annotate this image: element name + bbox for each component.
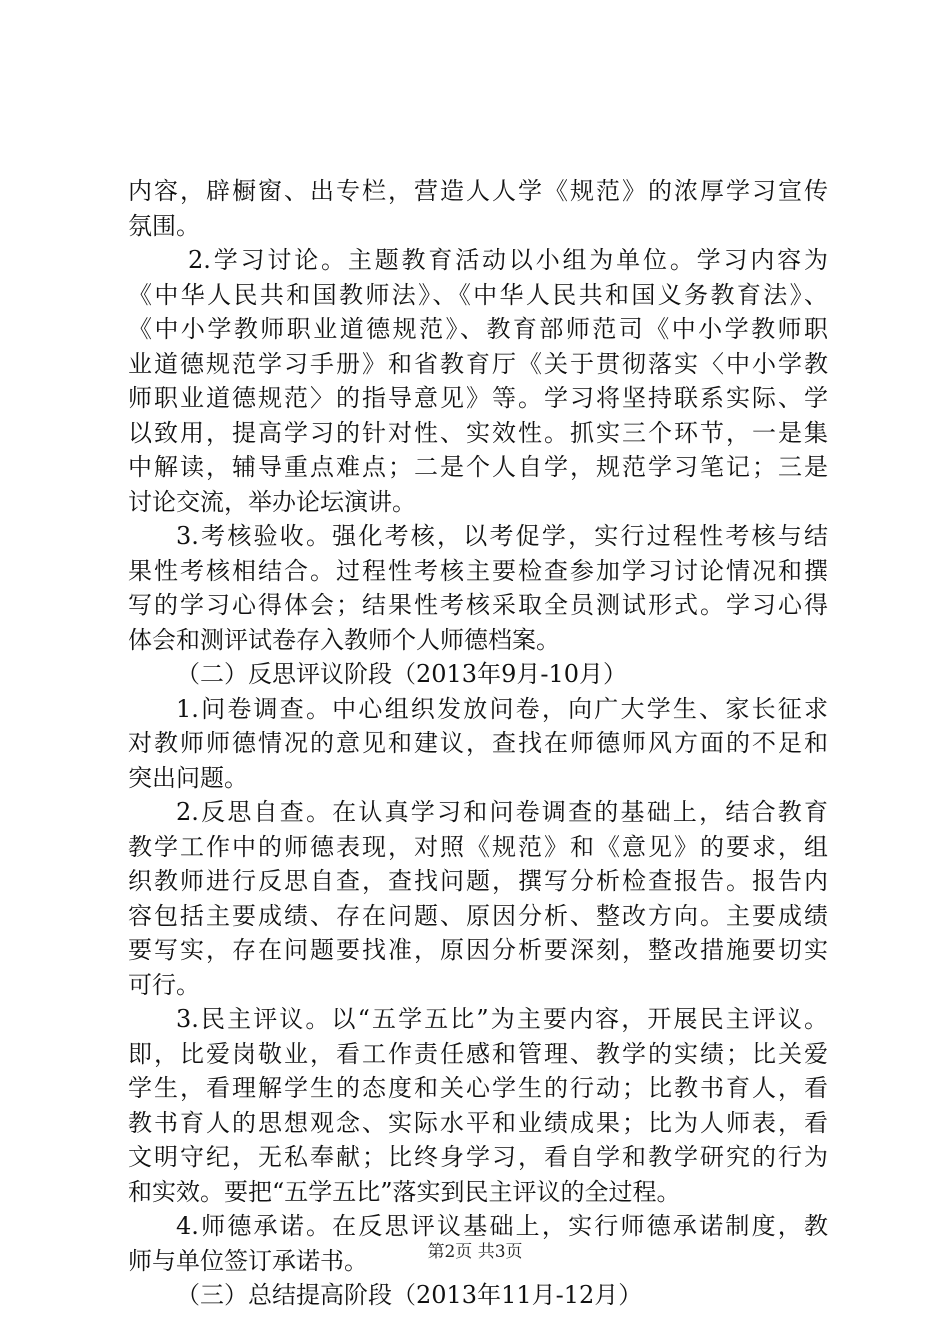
paragraph-line: 果性考核相结合。过程性考核主要检查参加学习讨论情况和撰 <box>128 556 828 585</box>
paragraph-line: 《中华人民共和国教师法》、《中华人民共和国义务教育法》、 <box>128 280 828 309</box>
paragraph-line: 容包括主要成绩、存在问题、原因分析、整改方向。主要成绩 <box>128 901 828 930</box>
paragraph-line: 文明守纪，无私奉献；比终身学习，看自学和教学研究的行为 <box>128 1143 828 1171</box>
paragraph-line: 体会和测评试卷存入教师个人师德档案。 <box>128 625 560 654</box>
paragraph-line: 业道德规范学习手册》和省教育厅《关于贯彻落实〈中小学教 <box>128 349 828 378</box>
paragraph-line: 以致用，提高学习的针对性、实效性。抓实三个环节，一是集 <box>128 418 828 447</box>
paragraph-line: 讨论交流，举办论坛演讲。 <box>128 487 416 516</box>
paragraph-line: 学生，看理解学生的态度和关心学生的行动；比教书育人，看 <box>128 1074 828 1102</box>
paragraph-line: 即，比爱岗敬业，看工作责任感和管理、教学的实绩；比关爱 <box>128 1039 828 1068</box>
paragraph-line: 要写实，存在问题要找准，原因分析要深刻，整改措施要切实 <box>128 936 828 964</box>
paragraph-line: 1.问卷调查。中心组织发放问卷，向广大学生、家长征求 <box>176 694 828 723</box>
paragraph-line: 织教师进行反思自查，查找问题，撰写分析检查报告。报告内 <box>128 867 828 895</box>
document-body <box>128 174 828 1313</box>
paragraph-line: （三）总结提高阶段（2013年11月-12月） <box>176 1281 643 1309</box>
paragraph-line: 《中小学教师职业道德规范》、教育部师范司《中小学教师职 <box>128 315 828 343</box>
paragraph-line: （二）反思评议阶段（2013年9月-10月） <box>176 660 627 688</box>
paragraph-line: 对教师师德情况的意见和建议，查找在师德师风方面的不足和 <box>128 729 828 757</box>
paragraph-line: 3.民主评议。以“五学五比”为主要内容，开展民主评议。 <box>176 1005 828 1033</box>
paragraph-line: 可行。 <box>128 970 200 999</box>
paragraph-line: 教书育人的思想观念、实际水平和业绩成果；比为人师表，看 <box>128 1108 828 1137</box>
paragraph-line: 氛围。 <box>128 211 200 240</box>
paragraph-line: 2.反思自查。在认真学习和问卷调查的基础上，结合教育 <box>176 798 828 826</box>
paragraph-line: 写的学习心得体会；结果性考核采取全员测试形式。学习心得 <box>128 591 828 619</box>
paragraph-line: 3.考核验收。强化考核，以考促学，实行过程性考核与结 <box>176 522 828 550</box>
paragraph-line: 师与单位签订承诺书。 <box>128 1246 368 1275</box>
paragraph-line: 内容，辟橱窗、出专栏，营造人人学《规范》的浓厚学习宣传 <box>128 177 828 205</box>
paragraph-line: 教学工作中的师德表现，对照《规范》和《意见》的要求，组 <box>128 832 828 861</box>
paragraph-line: 中解读，辅导重点难点；二是个人自学，规范学习笔记；三是 <box>128 453 828 481</box>
paragraph-line: 4.师德承诺。在反思评议基础上，实行师德承诺制度，教 <box>176 1212 828 1240</box>
page-footer: 第2页 共3页 <box>427 1242 523 1262</box>
paragraph-line: 师职业道德规范〉的指导意见》等。学习将坚持联系实际、学 <box>128 384 828 412</box>
paragraph-line: 和实效。要把“五学五比”落实到民主评议的全过程。 <box>128 1177 681 1206</box>
paragraph-line: 突出问题。 <box>128 763 248 792</box>
paragraph-line: 2.学习讨论。主题教育活动以小组为单位。学习内容为 <box>188 246 828 274</box>
